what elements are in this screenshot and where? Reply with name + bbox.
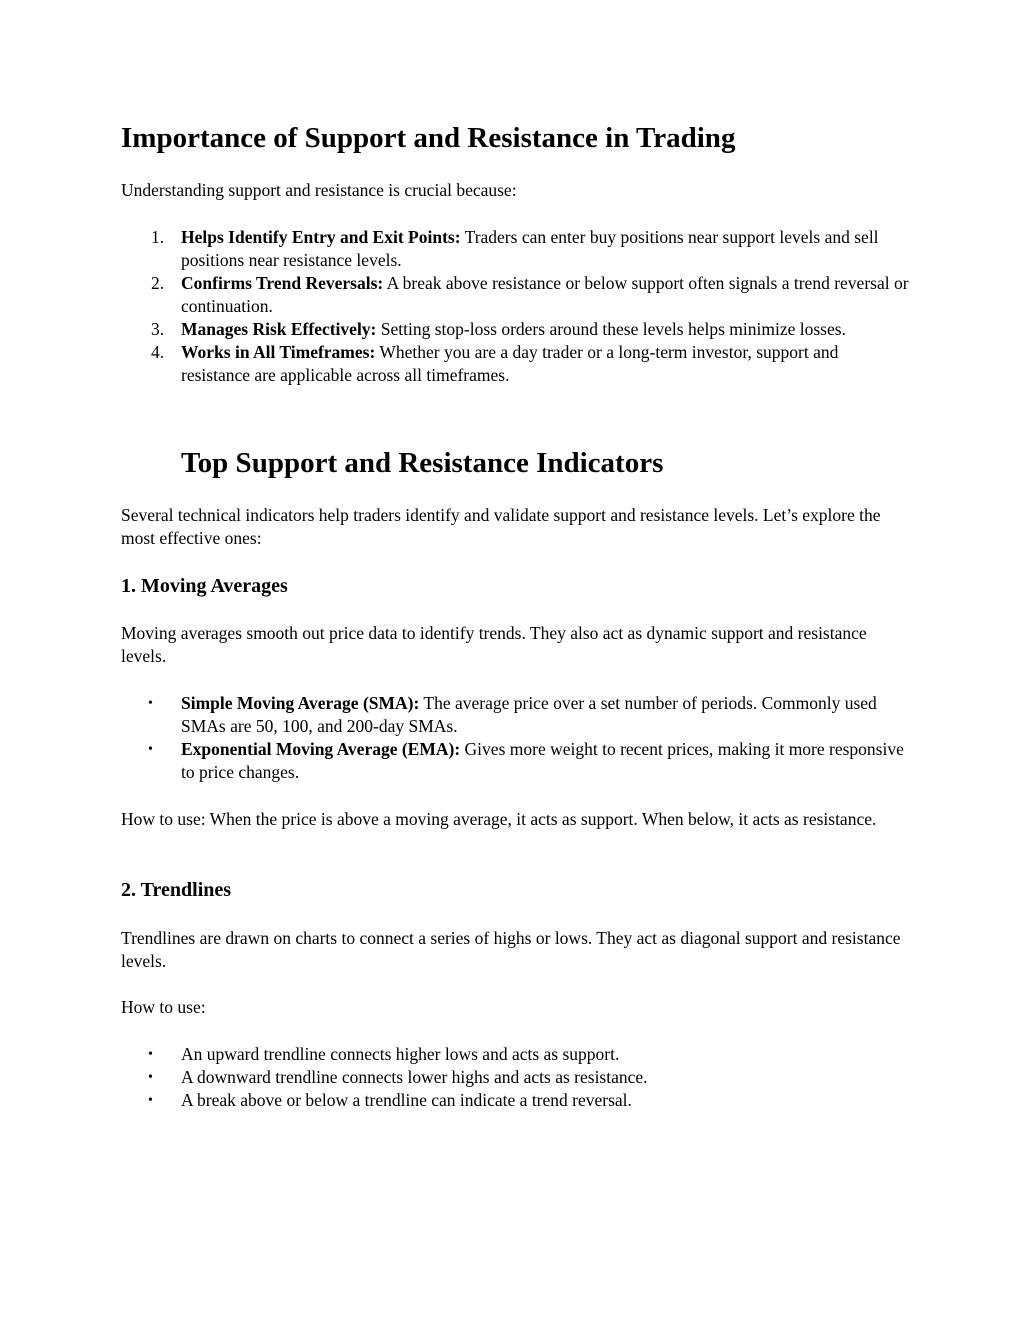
list-item-text: Traders can enter buy positions near support levels and sell positions near resistance levels. [181,227,879,270]
bullet-icon: • [148,696,153,711]
importance-heading: Importance of Support and Resistance in Trading [121,122,736,154]
list-item [121,1066,911,1089]
list-item-title: Works in All Timeframes: [181,342,376,362]
list-item-title: Simple Moving Average (SMA): [181,693,420,713]
list-item-title: Manages Risk Effectively: [181,319,377,339]
list-item [121,226,911,272]
list-number: 1. [151,227,165,247]
moving-averages-intro: Moving averages smooth out price data to identify trends. They also act as dynamic support and resistance levels. [121,623,867,666]
bullet-icon: • [148,1047,153,1062]
trendlines-heading: 2. Trendlines [121,879,232,901]
list-item-text: Whether you are a day trader or a long-term investor, support and resistance are applicable across all timeframes. [181,342,839,385]
list-item [121,318,911,341]
list-number: 4. [151,342,165,362]
bullet-icon: • [148,742,153,757]
list-item-text: An upward trendline connects higher lows and acts as support. [181,1044,620,1064]
list-item [121,692,911,738]
moving-averages-heading: 1. Moving Averages [121,575,288,597]
trendlines-how-to-use: How to use: [121,997,206,1017]
list-item-title: Confirms Trend Reversals: [181,273,384,293]
list-item-title: Helps Identify Entry and Exit Points: [181,227,461,247]
indicators-intro: Several technical indicators help traders identify and validate support and resistance levels. Let’s explore the most effective ones: [121,505,881,548]
bullet-icon: • [148,1093,153,1108]
importance-list [121,226,911,387]
list-item [121,341,911,387]
list-item [121,1043,911,1066]
list-item [121,1089,911,1112]
list-item-text: The average price over a set number of periods. Commonly used SMAs are 50, 100, and 200-day SMAs. [181,693,877,736]
moving-averages-list [121,692,911,784]
bullet-icon: • [148,1070,153,1085]
importance-intro: Understanding support and resistance is crucial because: [121,180,517,200]
list-item [121,738,911,784]
moving-averages-how-to-use: How to use: When the price is above a moving average, it acts as support. When below, it acts as resistance. [121,809,877,829]
list-number: 3. [151,319,165,339]
list-item-text: A break above resistance or below support often signals a trend reversal or continuation. [181,273,909,316]
list-item [121,272,911,318]
list-number: 2. [151,273,165,293]
indicators-heading: Top Support and Resistance Indicators [181,447,664,479]
trendlines-intro: Trendlines are drawn on charts to connect a series of highs or lows. They act as diagonal support and resistance levels. [121,928,901,971]
list-item-text: Gives more weight to recent prices, making it more responsive to price changes. [181,739,904,782]
trendlines-list [121,1043,911,1112]
list-item-text: Setting stop-loss orders around these levels helps minimize losses. [376,319,846,339]
list-item-title: Exponential Moving Average (EMA): [181,739,461,759]
list-item-text: A break above or below a trendline can indicate a trend reversal. [181,1090,632,1110]
list-item-text: A downward trendline connects lower highs and acts as resistance. [181,1067,648,1087]
